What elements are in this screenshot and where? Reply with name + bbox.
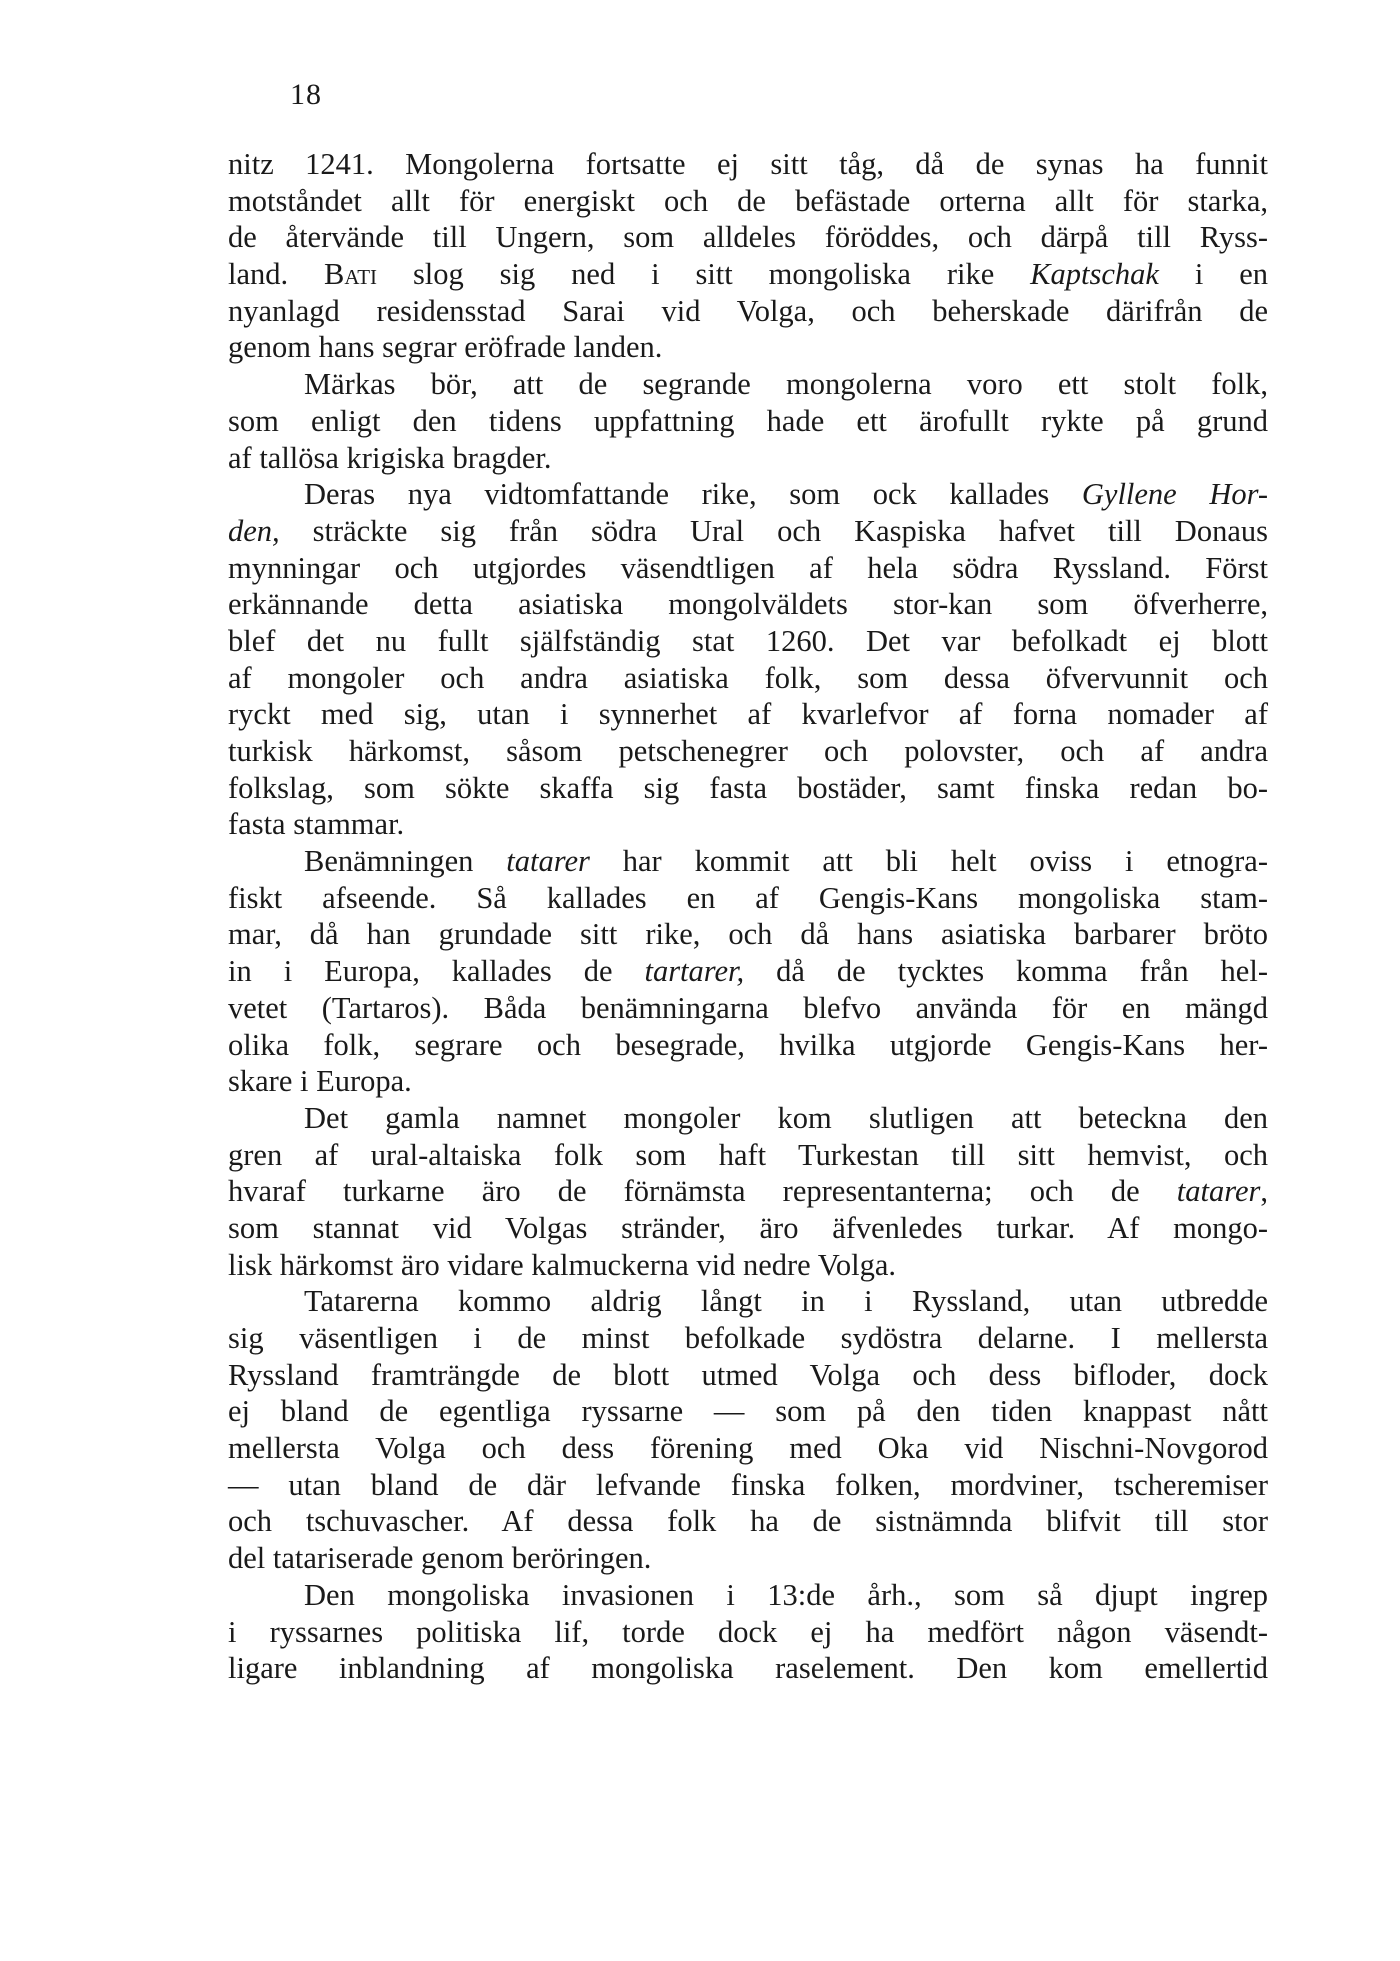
text-line: olika folk, segrare och besegrade, hvilka utgjorde Gengis-Kans her-	[228, 1027, 1268, 1062]
text-line: af tallösa krigiska bragder.	[228, 440, 552, 475]
text-line: erkännande detta asiatiska mongolväldets stor-kan som öfverherre,	[228, 587, 1268, 622]
text-line: Tatarerna kommo aldrig långt in i Ryssland, utan utbredde	[304, 1284, 1268, 1319]
text-line: hvaraf turkarne äro de förnämsta representanterna; och de tatarer,	[228, 1174, 1268, 1209]
text-line: folkslag, som sökte skaffa sig fasta bostäder, samt finska redan bo-	[228, 770, 1268, 805]
text-line: som enligt den tidens uppfattning hade ett ärofullt rykte på grund	[228, 403, 1268, 438]
text-line: lisk härkomst äro vidare kalmuckerna vid nedre Volga.	[228, 1247, 896, 1282]
italic-term: tatarer	[1176, 1174, 1261, 1209]
text-line: ligare inblandning af mongoliska raselement. Den kom emellertid	[228, 1651, 1268, 1686]
text-line: mellersta Volga och dess förening med Oka vid Nischni-Novgorod	[228, 1431, 1268, 1466]
text-line: land. Bati slog sig ned i sitt mongoliska rike Kaptschak i en	[228, 257, 1268, 292]
text-line: ej bland de egentliga ryssarne — som på den tiden knappast nått	[228, 1394, 1268, 1429]
text-line: motståndet allt för energiskt och de befästade orterna allt för starka,	[228, 183, 1268, 218]
text-line: Ryssland framträngde de blott utmed Volga och dess bifloder, dock	[228, 1357, 1268, 1392]
italic-term: tartarer,	[644, 954, 745, 989]
body-text	[228, 146, 1268, 1687]
italic-term: Kaptschak	[1030, 257, 1159, 292]
text-line: turkisk härkomst, såsom petschenegrer och polovster, och af andra	[228, 734, 1268, 768]
text-line: fiskt afseende. Så kallades en af Gengis-Kans mongoliska stam-	[228, 880, 1268, 915]
text-line: — utan bland de där lefvande finska folken, mordviner, tscheremiser	[228, 1467, 1268, 1502]
text-line: Den mongoliska invasionen i 13:de årh., som så djupt ingrep	[304, 1577, 1268, 1612]
text-line: Deras nya vidtomfattande rike, som ock kallades Gyllene Hor-	[304, 477, 1269, 512]
italic-term: Gyllene Hor-	[1081, 477, 1269, 512]
italic-term: den,	[228, 513, 280, 548]
text-line: blef det nu fullt själfständig stat 1260. Det var befolkadt ej blott	[228, 623, 1268, 658]
text-line: de återvände till Ungern, som alldeles föröddes, och därpå till Ryss-	[228, 220, 1268, 255]
text-line: ryckt med sig, utan i synnerhet af kvarlefvor af forna nomader af	[228, 697, 1268, 732]
text-line: den, sträckte sig från södra Ural och Kaspiska hafvet till Donaus	[228, 513, 1268, 548]
text-line: fasta stammar.	[228, 807, 405, 842]
text-line: nitz 1241. Mongolerna fortsatte ej sitt tåg, då de synas ha funnit	[228, 147, 1268, 181]
text-line: skare i Europa.	[228, 1064, 412, 1099]
text-line: mar, då han grundade sitt rike, och då hans asiatiska barbarer bröto	[228, 917, 1268, 952]
text-line: af mongoler och andra asiatiska folk, som dessa öfvervunnit och	[228, 660, 1268, 695]
text-line: vetet (Tartaros). Båda benämningarna blefvo använda för en mängd	[228, 990, 1268, 1025]
text-line: som stannat vid Volgas stränder, äro äfvenledes turkar. Af mongo-	[228, 1210, 1268, 1245]
text-line: gren af ural-altaiska folk som haft Turkestan till sitt hemvist, och	[228, 1137, 1268, 1172]
text-line: sig väsentligen i de minst befolkade sydöstra delarne. I mellersta	[228, 1321, 1268, 1355]
text-line: i ryssarnes politiska lif, torde dock ej ha medfört någon väsendt-	[228, 1614, 1268, 1649]
text-line: och tschuvascher. Af dessa folk ha de sistnämnda blifvit till stor	[228, 1504, 1268, 1539]
italic-term: tatarer	[506, 844, 590, 879]
text-line: Det gamla namnet mongoler kom slutligen att beteckna den	[304, 1100, 1268, 1135]
small-caps-name: Bati	[324, 257, 378, 292]
text-line: mynningar och utgjordes väsendtligen af hela södra Ryssland. Först	[228, 550, 1268, 585]
text-line: genom hans segrar eröfrade landen.	[228, 330, 663, 365]
text-line: Märkas bör, att de segrande mongolerna voro ett stolt folk,	[304, 367, 1268, 402]
page-number: 18	[290, 78, 322, 111]
text-line: nyanlagd residensstad Sarai vid Volga, och beherskade därifrån de	[228, 293, 1268, 328]
text-line: del tatariserade genom beröringen.	[228, 1541, 652, 1576]
text-line: in i Europa, kallades de tartarer, då de tycktes komma från hel-	[228, 954, 1268, 989]
text-line: Benämningen tatarer har kommit att bli helt oviss i etnogra-	[304, 844, 1269, 879]
